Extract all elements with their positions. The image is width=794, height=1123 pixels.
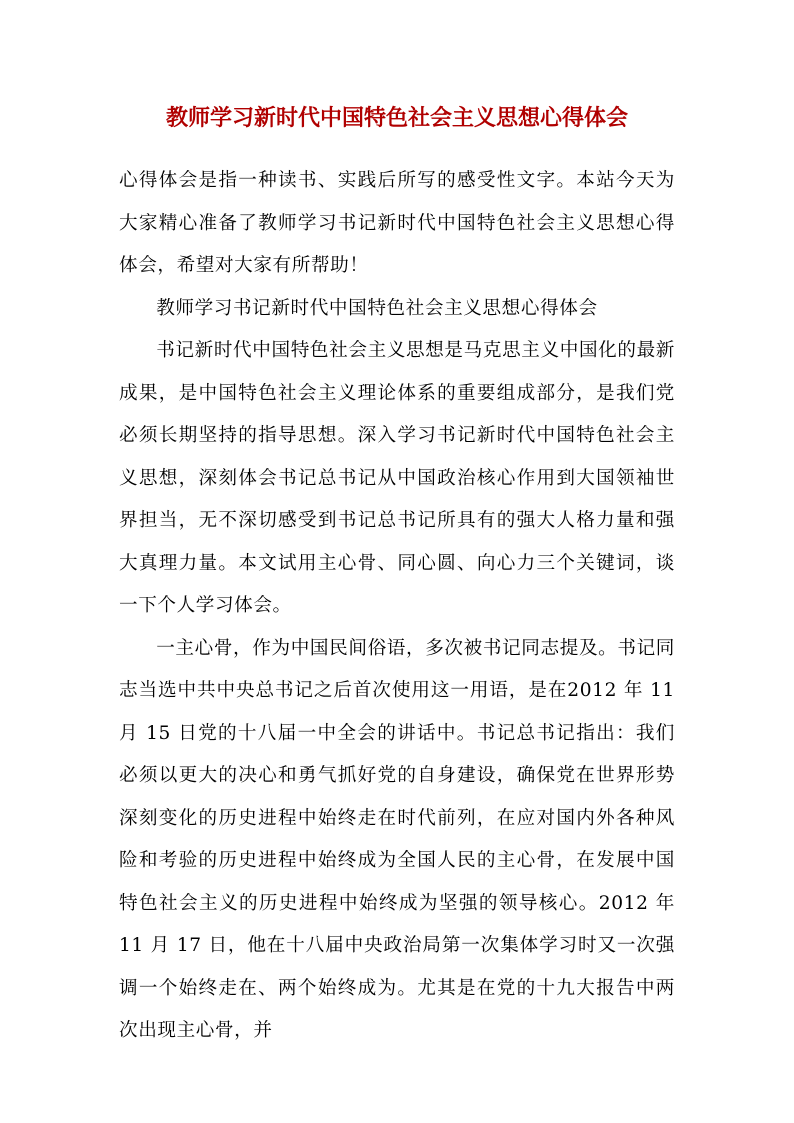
subtitle-paragraph: 教师学习书记新时代中国特色社会主义思想心得体会 [156,297,598,319]
intro-paragraph: 心得体会是指一种读书、实践后所写的感受性文字。本站今天为大家精心准备了教师学习书记新时代中国特色社会主义思想心得体会，希望对大家有所帮助！ [119,170,675,276]
body-paragraph: 书记新时代中国特色社会主义思想是马克思主义中国化的最新成果，是中国特色社会主义理论体系的重要组成部分，是我们党必须长期坚持的指导思想。深入学习书记新时代中国特色社会主义思想，深刻体会书记总书记从中国政治核心作用到大国领袖世界担当，无不深切感受到书记总书记所具有的强大人格力量和强大真理力量。本文试用主心骨、同心圆、向心力三个关键词，谈一下个人学习体会。 [119,340,675,616]
body-paragraph: 一主心骨，作为中国民间俗语，多次被书记同志提及。书记同志当选中共中央总书记之后首次使用这一用语，是在2012 年 11 月 15 日党的十八届一中全会的讲话中。书记总书记指出：我们必须以更大的决心和勇气抓好党的自身建设，确保党在世界形势深刻变化的历史进程中始终走在时代前列，在应对国内外各种风险和考验的历史进程中始终成为全国人民的主心骨，在发展中国特色社会主义的历史进程中始终成为坚强的领导核心。2012 年 11 月 17 日，他在十八届中央政治局第一次集体学习时又一次强调一个始终走在、两个始终成为。尤其是在党的十九大报告中两次出现主心骨，并 [119,637,675,1041]
document-title: 教师学习新时代中国特色社会主义思想心得体会 [165,105,628,131]
document-body [119,160,675,1053]
